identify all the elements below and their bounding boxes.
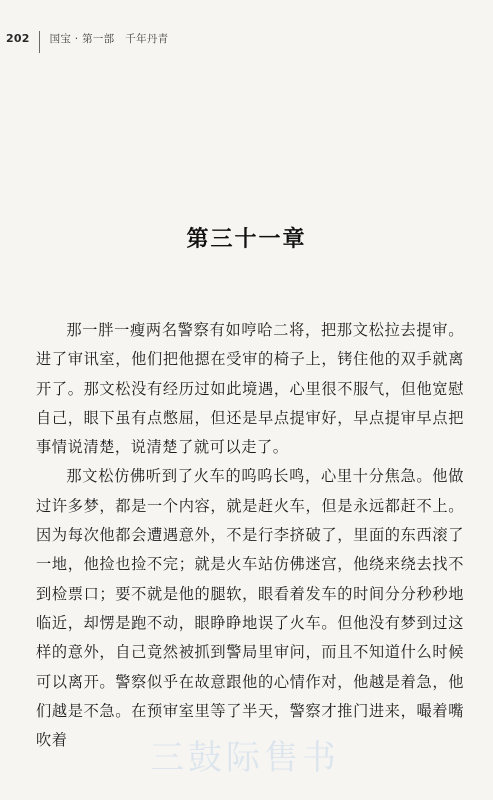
paragraph-1: 那一胖一瘦两名警察有如哼哈二将，把那文松拉去提审。进了审讯室，他们把他摁在受审的椅子上，铐住他的双手就离开了。那文松没有经历过如此境遇，心里很不服气，但他宽慰自己，眼下虽有点憋屈，但还是早点提审好，早点提审早点把事情说清楚，说清楚了就可以走了。 [36,321,464,457]
page-number: 202 [6,31,30,45]
paragraph-2: 那文松仿佛听到了火车的呜呜长鸣，心里十分焦急。他做过许多梦，都是一个内容，就是赶火车，但是永远都赶不上。因为每次他都会遭遇意外，不是行李挤破了，里面的东西滚了一地，他捡也捡不完；就是火车站仿佛迷宫，他绕来绕去找不到检票口；要不就是他的腿软，眼看着发车的时间分分秒秒地临近，却愣是跑不动，眼睁睁地误了火车。但他没有梦到过这样的意外，自己竟然被抓到警局里审问，而且不知道什么时候可以离开。警察似乎在故意跟他的心情作对，他越是着急，他们越是不急。在预审室里等了半天，警察才推门进来，嘬着嘴吹着 [36,467,464,750]
chapter-title: 第三十一章 [186,227,307,252]
running-head: 国宝 · 第一部 千年丹青 [49,32,169,45]
chapter-body [36,316,464,755]
watermark: 三鼓际售书 [150,738,340,778]
page-header [6,28,493,48]
header-divider [39,31,40,53]
